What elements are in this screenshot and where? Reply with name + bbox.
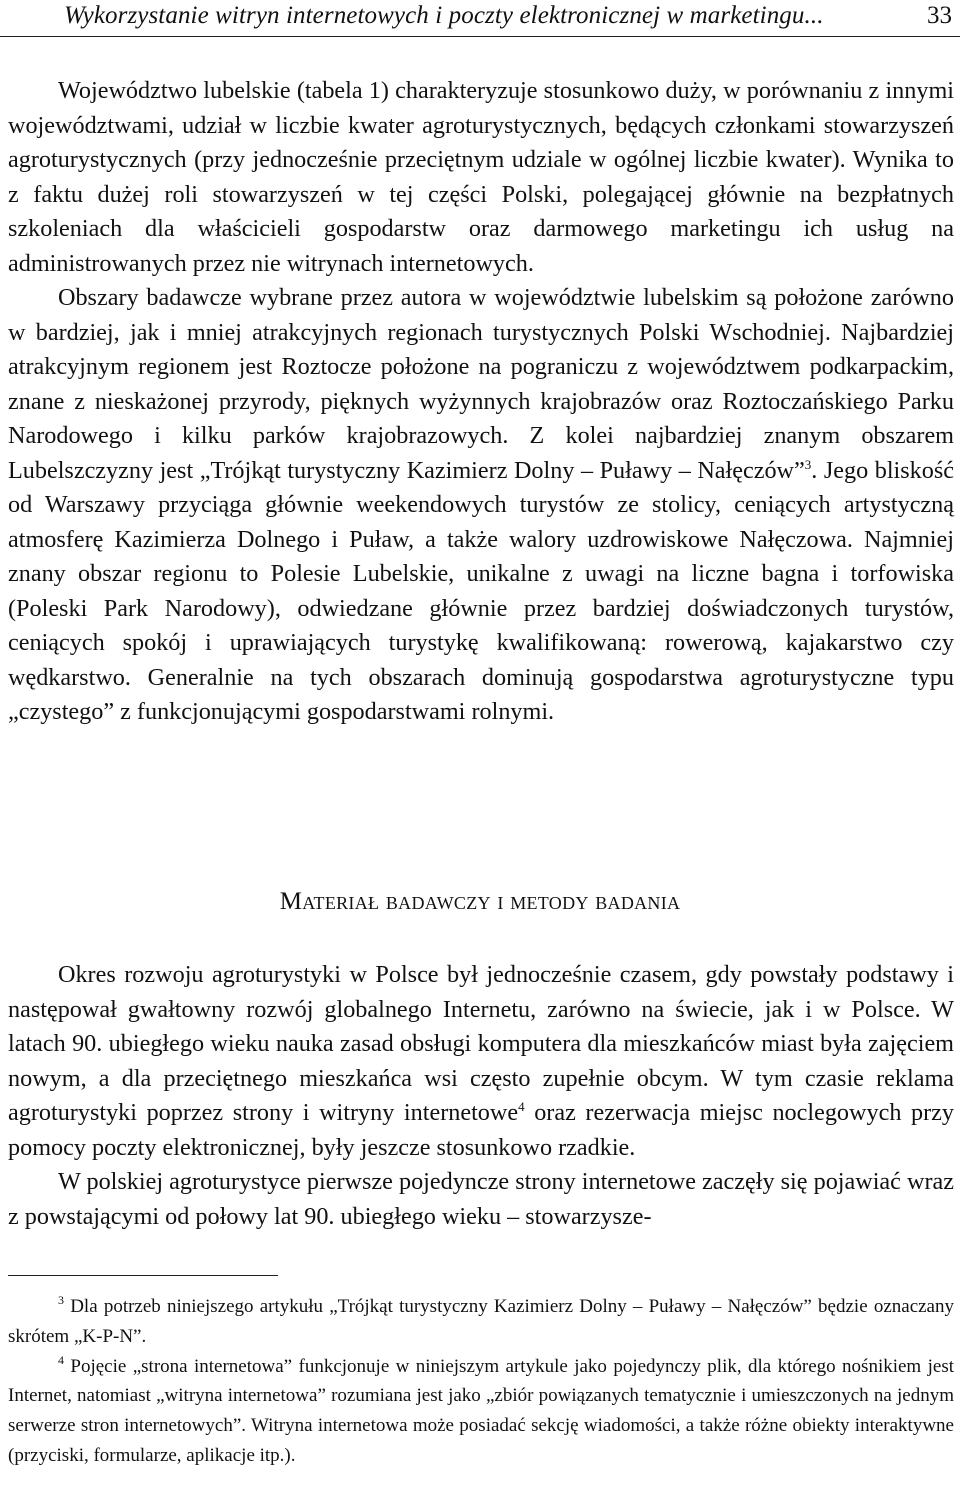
paragraph	[8, 1165, 954, 1234]
section-intro-body	[8, 74, 954, 730]
paragraph-text: oraz rezerwacja miejsc noclegowych przy pomocy poczty elektronicznej, były jeszcze stosunkowo rzadkie.	[8, 1099, 954, 1161]
footnote-number: 3	[58, 1293, 64, 1307]
footnote-text: Pojęcie „strona internetowa” funkcjonuje w niniejszym artykule jako pojedynczy plik, dla którego nośnikiem jest Internet, natomiast „witryna internetowa” rozumiana jest jako „zbiór powiązanych tematycznie i umieszczonych na jednym serwerze stron internetowych”. Witryna internetowa może posiadać sekcję wiadomości, a także różne obiekty interaktywne (przyciski, formularze, aplikacje itp.).	[8, 1355, 954, 1466]
paragraph-text: Obszary badawcze wybrane przez autora w województwie lubelskim są położone zarówno w bardziej, jak i mniej atrakcyjnych regionach turystycznych Polski Wschodniej. Najbardziej atrakcyjnym regionem jest Roztocze położone na pograniczu z województwem podkarpackim, znane z nieskażonej przyrody, pięknych wyżynnych krajobrazów oraz Roztoczańskiego Parku Narodowego i kilku parków krajobrazowych. Z kolei najbardziej znanym obszarem Lubelszczyzny jest „Trójkąt turystyczny Kazimierz Dolny – Puławy – Nałęczów”	[8, 284, 954, 484]
paragraph-text: Okres rozwoju agroturystyki w Polsce był jednocześnie czasem, gdy powstały podstawy i następował gwałtowny rozwój globalnego Internetu, zarówno na świecie, jak i w Polsce. W latach 90. ubiegłego wieku nauka zasad obsługi komputera dla mieszkańców miast była zajęciem nowym, a dla przeciętnego mieszkańca wsi często zupełnie obcym. W tym czasie reklama agroturystyki poprzez strony i witryny internetowe	[8, 961, 954, 1126]
footnote-number: 4	[58, 1352, 64, 1367]
paragraph-text: W polskiej agroturystyce pierwsze pojedyncze strony internetowe zaczęły się pojawiać wraz z powstającymi od połowy lat 90. ubiegłego wieku – stowarzysze-	[8, 1168, 954, 1230]
running-title: Wykorzystanie witryn internetowych i poczty elektronicznej w marketingu...	[64, 2, 824, 29]
page-number: 33	[927, 2, 952, 29]
paragraph	[8, 74, 954, 281]
footnotes	[8, 1292, 954, 1471]
footnote-text: Dla potrzeb niniejszego artykułu „Trójkąt turystyczny Kazimierz Dolny – Puławy – Nałęczów” będzie oznaczany skrótem „K-P-N”.	[8, 1296, 954, 1347]
footnote-reference[interactable]: 3	[804, 456, 812, 472]
page-header	[0, 0, 960, 37]
paragraph	[8, 281, 954, 730]
paragraph	[8, 958, 954, 1165]
footnote-separator	[8, 1275, 278, 1276]
footnote-reference[interactable]: 4	[518, 1099, 525, 1114]
footnote	[8, 1352, 954, 1471]
footnote	[8, 1292, 954, 1352]
section-methods-body	[8, 958, 954, 1234]
paragraph-text: . Jego bliskość od Warszawy przyciąga głównie weekendowych turystów ze stolicy, ceniących artystyczną atmosferę Kazimierza Dolnego i Puław, a także walory uzdrowiskowe Nałęczowa. Najmniej znany obszar regionu to Polesie Lubelskie, unikalne z uwagi na liczne bagna i torfowiska (Poleski Park Narodowy), odwiedzane głównie przez bardziej doświadczonych turystów, ceniących spokój i uprawiających turystykę kwalifikowaną: rowerową, kajakarstwo czy wędkarstwo. Generalnie na tych obszarach dominują gospodarstwa agroturystyczne typu „czystego” z funkcjonującymi gospodarstwami rolnymi.	[8, 456, 955, 725]
paragraph-text: Województwo lubelskie (tabela 1) charakteryzuje stosunkowo duży, w porównaniu z innymi województwami, udział w liczbie kwater agroturystycznych, będących członkami stowarzyszeń agroturystycznych (przy jednocześnie przeciętnym udziale w ogólnej liczbie kwater). Wynika to z faktu dużej roli stowarzyszeń w tej części Polski, polegającej głównie na bezpłatnych szkoleniach dla właścicieli gospodarstw oraz darmowego marketingu ich usług na administrowanych przez nie witrynach internetowych.	[8, 77, 954, 277]
section-heading: Materiał badawczy i metody badania	[279, 888, 681, 915]
